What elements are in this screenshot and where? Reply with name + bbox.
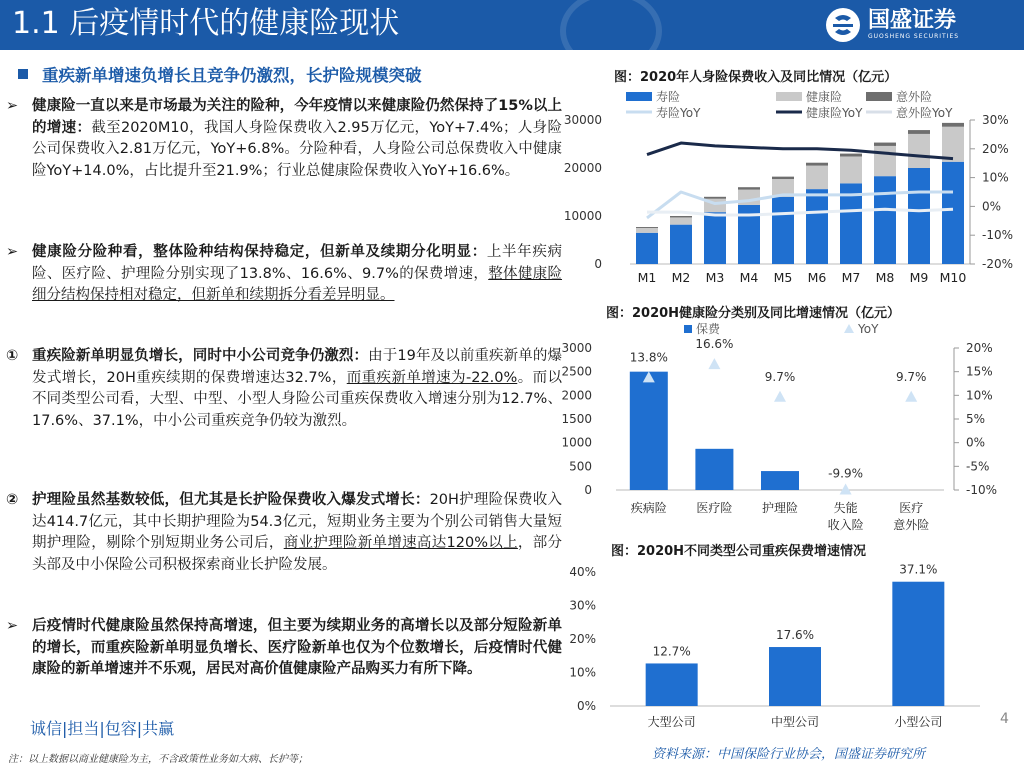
yoy-marker — [840, 484, 852, 495]
bar-segment — [874, 176, 896, 264]
x-tick-label: 中型公司 — [770, 715, 820, 729]
yoy-marker — [905, 391, 917, 402]
bar-segment — [942, 162, 964, 264]
chart-health-insurance-category — [560, 320, 1024, 538]
legend-swatch — [626, 92, 652, 101]
x-tick-label: M2 — [671, 270, 691, 285]
legend-swatch — [776, 92, 802, 101]
bar-segment — [806, 163, 828, 166]
y2-tick-label: -10% — [982, 228, 1014, 243]
y2-tick-label: 5% — [966, 412, 986, 426]
y-tick-label: 500 — [569, 459, 592, 474]
x-tick-label: M9 — [909, 270, 929, 285]
y2-tick-label: 30% — [982, 113, 1009, 127]
bar-segment — [908, 168, 930, 264]
bar — [646, 663, 698, 706]
y2-tick-label: 0% — [982, 199, 1002, 214]
bar-segment — [840, 156, 862, 183]
chart-premium-income — [560, 86, 1024, 294]
x-tick-label: 疾病险 — [630, 501, 667, 515]
paragraph-4 — [6, 490, 563, 576]
legend-swatch — [866, 92, 892, 101]
y-tick-label: 0% — [576, 699, 596, 713]
y2-tick-label: 20% — [982, 141, 1009, 156]
y-tick-label: 0 — [584, 483, 592, 497]
bar-segment — [704, 197, 726, 199]
paragraph-5-body: 后疫情时代健康险虽然保持高增速，但主要为续期业务的高增长以及部分短险新单的增长，而重疾险新单明显负增长、医疗险新单也仅为个位数增长，后疫情时代健康险的新单增速并不乐观，居民对高价值健康险产品购买力有所下降。 — [32, 618, 562, 677]
arrow-bullet-icon: ➢ — [6, 244, 19, 260]
x-tick-label: 医疗 — [899, 501, 924, 515]
header-bar — [0, 0, 1024, 50]
data-label: -9.9% — [828, 466, 864, 481]
chart-critical-illness-growth — [560, 558, 1024, 738]
paragraph-4-underline: 商业护理险新单增速高达120%以上 — [283, 535, 518, 551]
y2-tick-label: 15% — [966, 364, 993, 379]
section-heading — [18, 62, 422, 86]
bar-segment — [874, 146, 896, 176]
arrow-bullet-icon: ➢ — [6, 618, 19, 634]
paragraph-5 — [6, 616, 562, 681]
footnote: 注：以上数据以商业健康险为主，不含政策性业务如大病、长护等； — [8, 754, 308, 765]
legend-label: 意外险 — [896, 90, 933, 104]
bar-segment — [772, 197, 794, 264]
x-tick-label: 失能 — [833, 501, 858, 515]
data-label: 37.1% — [899, 562, 938, 577]
bar-segment — [704, 212, 726, 264]
y-tick-label: 30000 — [563, 113, 602, 127]
x-tick-label: 大型公司 — [647, 715, 696, 729]
bar-segment — [840, 154, 862, 157]
y-tick-label: 3000 — [561, 341, 592, 355]
bar — [892, 582, 944, 706]
data-source: 资料来源：中国保险行业协会，国盛证券研究所 — [652, 747, 926, 762]
y2-tick-label: 10% — [966, 388, 993, 403]
x-tick-label: M5 — [773, 270, 793, 285]
legend-label: 寿险 — [656, 90, 681, 104]
y-tick-label: 2500 — [561, 364, 592, 379]
bar-segment — [670, 216, 692, 217]
y-tick-label: 1500 — [561, 412, 592, 426]
yoy-line — [647, 143, 953, 159]
paragraph-2-lead: 健康险分险种看，整体险种结构保持稳定，但新单及续期分化明显： — [32, 244, 487, 260]
chart-2-title: 图：2020H健康险分类别及同比增速情况（亿元） — [606, 306, 901, 321]
y2-tick-label: 10% — [982, 170, 1009, 185]
x-tick-label: M4 — [739, 270, 759, 285]
x-tick-label: M8 — [875, 270, 895, 285]
y-tick-label: 20000 — [563, 161, 602, 175]
y2-tick-label: -20% — [982, 257, 1014, 271]
yoy-marker — [774, 391, 786, 402]
bar-segment — [738, 187, 760, 189]
x-tick-label: M1 — [637, 270, 657, 285]
footer-values: 诚信|担当|包容|共赢 — [30, 719, 175, 738]
yoy-line — [647, 209, 953, 215]
yoy-marker — [708, 358, 720, 369]
legend-label: 意外险YoY — [896, 106, 953, 120]
y2-tick-label: 0% — [966, 435, 986, 450]
paragraph-1 — [6, 96, 562, 182]
page-number: 4 — [1000, 711, 1009, 727]
bar-segment — [772, 177, 794, 179]
y-tick-label: 20% — [569, 632, 596, 646]
paragraph-2-underline: 整体健康险细分结构保持相对稳定，但新单和续期拆分看差异明显。 — [32, 265, 563, 303]
data-label: 9.7% — [764, 369, 796, 384]
chart-3-title: 图：2020H不同类型公司重疾保费增速情况 — [611, 544, 867, 559]
paragraph-4-body-a: 20H护理险保费收入达414.7亿元，其中长期护理险为54.3亿元，短期业务主要为个别公司销售大量短期护理险，剔除个别短期业务公司后， — [32, 492, 563, 551]
bar-segment — [636, 228, 658, 233]
logo-text: 国盛证券 — [868, 8, 957, 33]
x-tick-label: 医疗险 — [696, 501, 733, 515]
x-tick-label: M3 — [705, 270, 725, 285]
paragraph-4-lead: 护理险虽然基数较低，但尤其是长护险保费收入爆发式增长： — [32, 492, 430, 508]
data-label: 12.7% — [652, 644, 691, 659]
x-tick-label: 护理险 — [761, 501, 799, 515]
logo-mark-icon — [826, 8, 860, 42]
y-tick-label: 30% — [569, 598, 596, 613]
logo-subtext: GUOSHENG SECURITIES — [868, 33, 960, 40]
chart-1-title: 图：2020年人身险保费收入及同比情况（亿元） — [614, 70, 898, 85]
square-bullet-icon — [18, 69, 28, 79]
bar-segment — [636, 227, 658, 228]
paragraph-3-underline: 而重疾新单增速为-22.0% — [346, 369, 518, 386]
paragraph-4-body-b: ，部分头部及中小保险公司积极探索商业长护险发展。 — [32, 535, 563, 573]
legend-label: 健康险YoY — [806, 106, 863, 120]
y-tick-label: 1000 — [561, 435, 592, 450]
paragraph-3-body-a: 由于19年及以前重疾新单的爆发式增长，20H重疾续期的保费增速达32.7%， — [32, 348, 563, 386]
y-tick-label: 2000 — [561, 388, 592, 403]
bar-segment — [908, 134, 930, 168]
bar-segment — [942, 123, 964, 127]
y-tick-label: 40% — [569, 565, 596, 579]
arrow-bullet-icon: ➢ — [6, 98, 19, 114]
x-tick-label: 小型公司 — [894, 715, 943, 729]
paragraph-1-lead: 健康险一直以来是市场最为关注的险种，今年疫情以来健康险仍然保持了15%以上的增速： — [32, 98, 562, 136]
bar — [761, 471, 799, 490]
legend-label: 保费 — [696, 322, 721, 336]
bar-segment — [670, 217, 692, 224]
y-tick-label: 10000 — [563, 209, 602, 223]
legend-swatch — [684, 325, 692, 333]
bar-segment — [636, 233, 658, 264]
paragraph-1-body: 截至2020M10，我国人身险保费收入2.95万亿元，YoY+7.4%；人身险公司保费收入2.81万亿元，YoY+6.8%。分险种看，人身险公司总保费收入中健康险YoY+14.0%，占比提升至21.9%；行业总健康险保费收入YoY+16.6%。 — [32, 119, 562, 179]
bar-segment — [670, 225, 692, 264]
paragraph-3 — [6, 346, 563, 432]
bar — [695, 449, 733, 490]
bar — [630, 372, 668, 490]
bar — [769, 647, 821, 706]
bar-segment — [908, 130, 930, 134]
x-tick-label: M10 — [939, 270, 967, 285]
x-tick-label: 收入险 — [827, 518, 864, 532]
legend-label: YoY — [858, 322, 879, 336]
paragraph-2 — [6, 242, 563, 307]
bar-segment — [874, 143, 896, 146]
header-decoration — [560, 0, 662, 72]
x-tick-label: M6 — [807, 270, 827, 285]
paragraph-2-body: 上半年疾病险、医疗险、护理险分别实现了13.8%、16.6%、9.7%的保费增速， — [32, 244, 563, 282]
legend-label: 寿险YoY — [656, 106, 701, 120]
data-label: 16.6% — [695, 337, 734, 352]
x-tick-label: M7 — [841, 270, 861, 285]
section-heading-text: 重疾新单增速负增长且竞争仍激烈，长护险规模突破 — [42, 66, 422, 85]
circled-two-icon: ② — [6, 492, 19, 508]
paragraph-3-body-b: 。而以不同类型公司看，大型、中型、小型人身险公司重疾保费收入增速分别为12.7%、17.6%、37.1%，中小公司重疾竞争仍较为激烈。 — [32, 369, 562, 429]
circled-one-icon: ① — [6, 348, 19, 364]
y2-tick-label: 20% — [966, 341, 993, 355]
x-tick-label: 意外险 — [893, 518, 930, 532]
slide-title: 1.1 后疫情时代的健康险现状 — [12, 6, 400, 41]
company-logo — [826, 8, 1016, 44]
data-label: 13.8% — [629, 350, 668, 365]
paragraph-3-lead: 重疾险新单明显负增长，同时中小公司竞争仍激烈： — [32, 348, 369, 364]
y-tick-label: 0 — [594, 257, 602, 271]
y-tick-label: 10% — [569, 665, 596, 680]
y2-tick-label: -10% — [966, 483, 998, 497]
legend-label: 健康险 — [806, 90, 843, 104]
data-label: 9.7% — [895, 369, 927, 384]
bar-segment — [806, 189, 828, 264]
y2-tick-label: -5% — [966, 459, 990, 474]
data-label: 17.6% — [775, 628, 815, 643]
legend-swatch — [844, 324, 854, 333]
bar-segment — [806, 166, 828, 190]
